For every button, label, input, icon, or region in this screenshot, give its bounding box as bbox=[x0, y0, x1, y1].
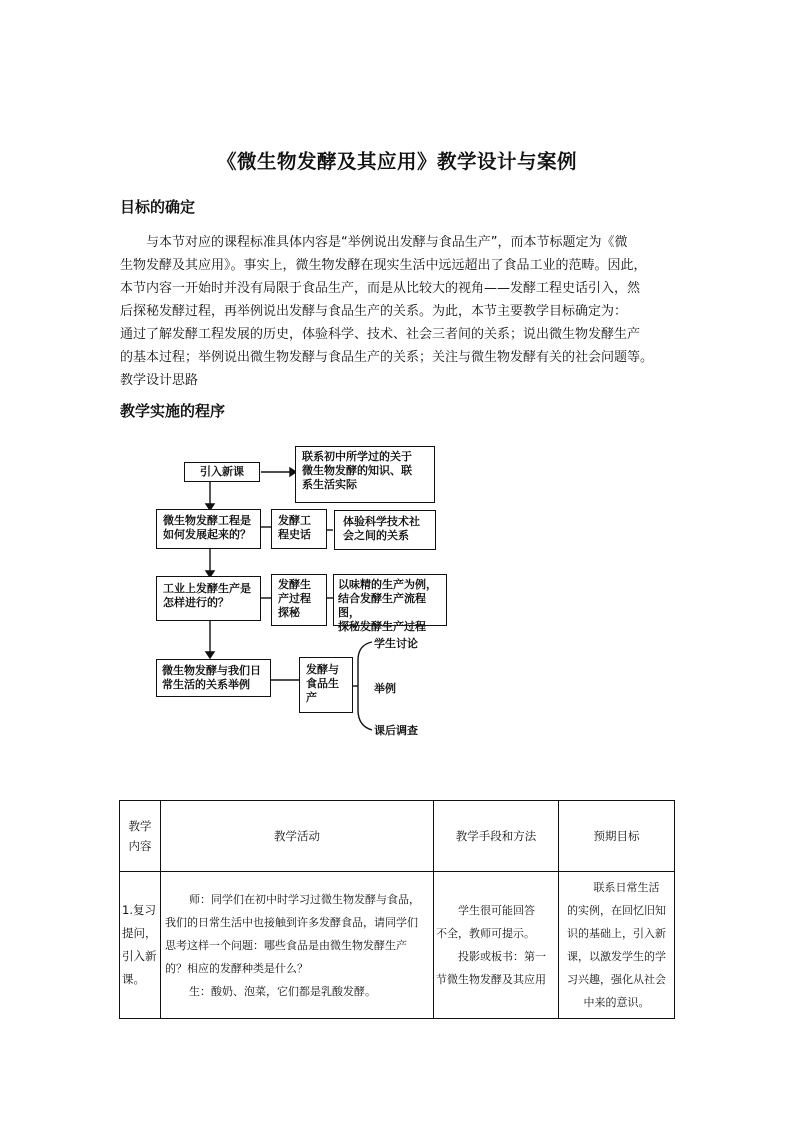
section-heading-goals: 目标的确定 bbox=[120, 198, 196, 216]
paragraph-line: 通过了解发酵工程发展的历史，体验科学、技术、社会三者间的关系；说出微生物发酵生产 bbox=[120, 327, 641, 342]
flow-box-line: 食品生 bbox=[306, 677, 339, 690]
paragraph-line: 生物发酵及其应用》。事实上，微生物发酵在现实生活中远远超出了食品工业的范畴。因此， bbox=[120, 258, 647, 273]
cell-line: 提问， bbox=[122, 926, 157, 940]
cell-line: 引入新 bbox=[122, 949, 157, 963]
cell-line: 节微生物发酵及其应用 bbox=[436, 973, 546, 986]
flow-box-line: 程史话 bbox=[278, 528, 311, 541]
table-header-goal: 预期目标 bbox=[559, 801, 675, 872]
table-cell-method bbox=[434, 872, 559, 1019]
branch-label-example: 举例 bbox=[374, 682, 396, 695]
flow-box-line: 怎样进行的？ bbox=[163, 596, 229, 609]
flow-box-intro bbox=[184, 462, 260, 482]
table-cell-goal bbox=[559, 872, 675, 1019]
flow-box-line: 微生物发酵与我们日 bbox=[162, 664, 261, 677]
flow-box-line: 如何发展起来的？ bbox=[163, 528, 251, 541]
flow-box-line: 结合发酵生产流程图， bbox=[338, 592, 426, 619]
flow-box-line: 发酵工 bbox=[278, 514, 311, 527]
table-header-method: 教学手段和方法 bbox=[434, 801, 559, 872]
flow-box-line: 探秘 bbox=[278, 606, 300, 619]
cell-line: 思考这样一个问题：哪些食品是由微生物发酵生产 bbox=[165, 938, 407, 952]
branch-label-survey: 课后调查 bbox=[374, 724, 418, 737]
flow-box-step2-mid bbox=[271, 574, 327, 626]
cell-line: 师：同学们在初中时学习过微生物发酵与食品， bbox=[189, 892, 420, 906]
flow-box-step1 bbox=[156, 509, 261, 549]
paragraph-line: 后探秘发酵过程，再举例说出发酵与食品生产的关系。为此，本节主要教学目标确定为： bbox=[120, 304, 628, 319]
flow-box-line: 体验科学技术社 bbox=[343, 515, 420, 528]
flow-box-step2 bbox=[156, 576, 261, 621]
cell-line: 识的基础上，引入新 bbox=[567, 927, 666, 940]
page-title: 《微生物发酵及其应用》教学设计与案例 bbox=[216, 150, 577, 173]
flow-box-line: 微生物发酵的知识、联 bbox=[302, 464, 412, 477]
table-cell-activity bbox=[161, 872, 434, 1019]
flow-box-line: 微生物发酵工程是 bbox=[163, 514, 251, 527]
paragraph-line: 本节内容一开始时并没有局限于食品生产，而是从比较大的视角——发酵工程史话引入，然 bbox=[120, 281, 641, 296]
flow-box-line: 以味精的生产为例， bbox=[338, 578, 437, 591]
flow-box-text: 引入新课 bbox=[200, 465, 244, 478]
table-header-activity: 教学活动 bbox=[161, 801, 434, 872]
cell-line: 联系日常生活 bbox=[593, 881, 660, 894]
flow-box-line: 常生活的关系举例 bbox=[162, 678, 250, 691]
cell-line: 中来的意识。 bbox=[583, 996, 650, 1009]
paragraph-line: 的基本过程；举例说出微生物发酵与食品生产的关系；关注与微生物发酵有关的社会问题等。 bbox=[120, 350, 654, 365]
flow-box-line: 系生活实际 bbox=[302, 478, 357, 491]
flow-box-step3-mid bbox=[299, 657, 353, 713]
flow-box-line: 产 bbox=[306, 691, 317, 704]
branch-label-discussion: 学生讨论 bbox=[374, 637, 418, 650]
flow-box-step1-right bbox=[334, 510, 436, 550]
table-cell-content bbox=[120, 872, 161, 1019]
paragraph-line: 与本节对应的课程标准具体内容是“举例说出发酵与食品生产”，而本节标题定为《微 bbox=[146, 235, 628, 250]
cell-line: 习兴趣，强化从社会 bbox=[567, 973, 666, 986]
cell-line: 学生很可能回答 bbox=[458, 904, 535, 917]
table-header-row bbox=[120, 801, 675, 872]
cell-line: 1.复习 bbox=[122, 903, 156, 917]
lesson-plan-table bbox=[119, 800, 675, 1019]
flow-box-line: 发酵生 bbox=[278, 578, 311, 591]
cell-line: 的实例，在回忆旧知 bbox=[567, 904, 666, 917]
cell-line: 生：酸奶、泡菜，它们都是乳酸发酵。 bbox=[189, 984, 376, 998]
section-heading-procedure: 教学实施的程序 bbox=[120, 402, 226, 420]
paragraph-line: 教学设计思路 bbox=[120, 373, 199, 388]
cell-line: 不全，教师可提示。 bbox=[436, 927, 535, 940]
table-row bbox=[120, 872, 675, 1019]
cell-line: 我们的日常生活中也接触到许多发酵食品，请同学们 bbox=[165, 915, 418, 929]
cell-line: 课。 bbox=[122, 972, 145, 986]
arrowhead bbox=[206, 652, 214, 658]
flow-box-line: 会之间的关系 bbox=[343, 529, 409, 542]
cell-line: 的？相应的发酵种类是什么？ bbox=[165, 961, 308, 975]
flow-box-line: 工业上发酵生产是 bbox=[163, 582, 251, 595]
flow-box-step3 bbox=[156, 659, 271, 697]
flow-box-step1-mid bbox=[271, 509, 327, 549]
branch-bracket bbox=[358, 642, 372, 730]
flow-box-intro-note bbox=[295, 446, 435, 503]
table-header-content: 教学内容 bbox=[120, 801, 161, 872]
flow-box-line: 探秘发酵生产过程 bbox=[338, 620, 426, 633]
cell-line: 课，以激发学生的学 bbox=[567, 950, 666, 963]
flow-box-line: 联系初中所学过的关于 bbox=[302, 450, 412, 463]
cell-line: 投影或板书：第一 bbox=[458, 950, 546, 963]
flow-box-line: 产过程 bbox=[278, 592, 311, 605]
flow-box-step2-right bbox=[333, 574, 447, 633]
flow-box-line: 发酵与 bbox=[306, 663, 339, 676]
